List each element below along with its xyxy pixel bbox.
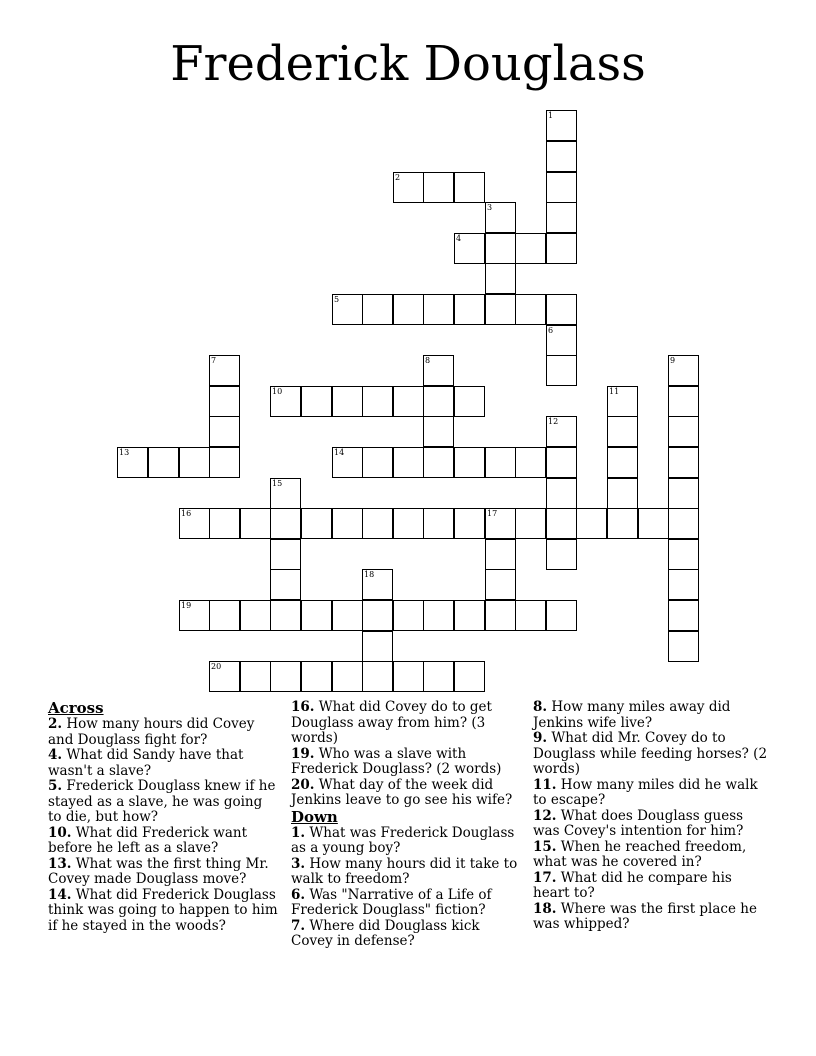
- clue-number-label: 8.: [533, 699, 548, 715]
- grid-cell[interactable]: [485, 294, 516, 325]
- clue-number-label: 11.: [533, 776, 557, 793]
- grid-cell[interactable]: [454, 386, 485, 417]
- grid-cell[interactable]: [607, 447, 638, 478]
- grid-cell[interactable]: [668, 355, 699, 386]
- grid-cell[interactable]: [240, 661, 271, 692]
- grid-cell[interactable]: [485, 263, 516, 294]
- grid-cell[interactable]: [668, 569, 699, 600]
- grid-cell[interactable]: [546, 447, 577, 478]
- clue-number-label: 4.: [48, 747, 63, 763]
- clues-column-3: [533, 700, 768, 933]
- clue-text: What day of the week did Jenkins leave to go see his wife?: [291, 776, 513, 808]
- clue-item: [48, 748, 280, 779]
- grid-cell[interactable]: [546, 355, 577, 386]
- clue-number: 12: [548, 417, 559, 426]
- clue-number: 2: [395, 173, 401, 182]
- grid-cell[interactable]: [362, 294, 393, 325]
- clue-text: What was the first thing Mr. Covey made Douglass move?: [48, 855, 269, 887]
- grid-cell[interactable]: [362, 661, 393, 692]
- clue-number-label: 17.: [533, 869, 557, 886]
- clue-number-label: 6.: [291, 886, 306, 903]
- grid-cell[interactable]: [301, 661, 332, 692]
- grid-cell[interactable]: [179, 447, 210, 478]
- grid-cell[interactable]: [332, 294, 363, 325]
- grid-cell[interactable]: [393, 661, 424, 692]
- clue-number-label: 18.: [533, 900, 557, 917]
- clue-item: [48, 779, 280, 826]
- grid-cell[interactable]: [546, 325, 577, 356]
- grid-cell[interactable]: [270, 508, 301, 539]
- grid-cell[interactable]: [515, 447, 546, 478]
- grid-cell[interactable]: [209, 661, 240, 692]
- clue-text: When he reached freedom, what was he covered in?: [533, 838, 747, 870]
- grid-cell[interactable]: [270, 661, 301, 692]
- grid-cell[interactable]: [515, 508, 546, 539]
- grid-cell[interactable]: [423, 294, 454, 325]
- grid-cell[interactable]: [209, 447, 240, 478]
- clue-item: [291, 919, 523, 950]
- grid-cell[interactable]: [607, 478, 638, 509]
- grid-cell[interactable]: [454, 600, 485, 631]
- grid-cell[interactable]: [301, 386, 332, 417]
- grid-cell[interactable]: [515, 600, 546, 631]
- clue-text: Was "Narrative of a Life of Frederick Douglass" fiction?: [291, 886, 492, 918]
- grid-cell[interactable]: [546, 508, 577, 539]
- grid-cell[interactable]: [270, 539, 301, 570]
- clue-number: 14: [334, 448, 345, 457]
- clue-text: What does Douglass guess was Covey's intention for him?: [533, 807, 744, 839]
- grid-cell[interactable]: [332, 600, 363, 631]
- grid-cell[interactable]: [423, 600, 454, 631]
- grid-cell[interactable]: [546, 600, 577, 631]
- grid-cell[interactable]: [638, 508, 669, 539]
- clue-item: [533, 700, 768, 731]
- grid-cell[interactable]: [423, 386, 454, 417]
- clue-number: 6: [548, 326, 554, 335]
- clue-heading: Down: [291, 807, 338, 826]
- grid-cell[interactable]: [485, 233, 516, 264]
- grid-cell[interactable]: [423, 172, 454, 203]
- grid-cell[interactable]: [423, 661, 454, 692]
- clue-item: [533, 871, 768, 902]
- grid-cell[interactable]: [209, 600, 240, 631]
- clue-number: 5: [334, 295, 340, 304]
- clue-item: [533, 731, 768, 778]
- grid-cell[interactable]: [270, 569, 301, 600]
- grid-cell[interactable]: [393, 386, 424, 417]
- grid-cell[interactable]: [301, 600, 332, 631]
- grid-cell[interactable]: [148, 447, 179, 478]
- clue-number-label: 5.: [48, 778, 63, 794]
- clue-number: 8: [425, 356, 431, 365]
- grid-cell[interactable]: [362, 600, 393, 631]
- clue-number-label: 19.: [291, 745, 315, 762]
- clue-number-label: 16.: [291, 699, 315, 715]
- clue-text: Frederick Douglass knew if he stayed as a slave, he was going to die, but how?: [48, 778, 276, 825]
- grid-cell[interactable]: [362, 569, 393, 600]
- clue-item: [291, 778, 523, 809]
- clue-item: [48, 826, 280, 857]
- grid-cell[interactable]: [423, 508, 454, 539]
- clue-item: [533, 778, 768, 809]
- clue-number-label: 20.: [291, 776, 315, 793]
- clue-text: What did Mr. Covey do to Douglass while feeding horses? (2 words): [533, 730, 768, 777]
- grid-cell[interactable]: [179, 600, 210, 631]
- grid-cell[interactable]: [332, 508, 363, 539]
- grid-cell[interactable]: [454, 233, 485, 264]
- clue-number: 11: [609, 387, 620, 396]
- grid-cell[interactable]: [668, 508, 699, 539]
- grid-cell[interactable]: [515, 294, 546, 325]
- grid-cell[interactable]: [607, 416, 638, 447]
- clue-text: What did Covey do to get Douglass away from him? (3 words): [291, 699, 492, 746]
- grid-cell[interactable]: [546, 416, 577, 447]
- grid-cell[interactable]: [576, 508, 607, 539]
- clue-item: [533, 809, 768, 840]
- clue-number-label: 15.: [533, 838, 557, 855]
- clue-number: 1: [548, 111, 554, 120]
- grid-cell[interactable]: [332, 447, 363, 478]
- clue-text: Who was a slave with Frederick Douglass? (2 words): [291, 745, 502, 777]
- clue-number: 15: [272, 479, 283, 488]
- grid-cell[interactable]: [209, 355, 240, 386]
- grid-cell[interactable]: [546, 202, 577, 233]
- grid-cell[interactable]: [117, 447, 148, 478]
- grid-cell[interactable]: [485, 569, 516, 600]
- clue-text: How many hours did Covey and Douglass fight for?: [48, 716, 255, 748]
- clue-text: How many hours did it take to walk to freedom?: [291, 855, 518, 887]
- grid-cell[interactable]: [179, 508, 210, 539]
- clue-number-label: 10.: [48, 824, 72, 841]
- grid-cell[interactable]: [362, 631, 393, 662]
- grid-cell[interactable]: [485, 447, 516, 478]
- grid-cell[interactable]: [546, 110, 577, 141]
- clue-number-label: 14.: [48, 886, 72, 903]
- grid-cell[interactable]: [362, 386, 393, 417]
- grid-cell[interactable]: [393, 294, 424, 325]
- grid-cell[interactable]: [515, 233, 546, 264]
- grid-cell[interactable]: [362, 508, 393, 539]
- grid-cell[interactable]: [332, 661, 363, 692]
- grid-cell[interactable]: [393, 508, 424, 539]
- grid-cell[interactable]: [423, 416, 454, 447]
- grid-cell[interactable]: [546, 478, 577, 509]
- grid-cell[interactable]: [668, 600, 699, 631]
- grid-cell[interactable]: [393, 600, 424, 631]
- grid-cell[interactable]: [332, 386, 363, 417]
- clue-number: 13: [119, 448, 130, 457]
- grid-cell[interactable]: [668, 539, 699, 570]
- clue-item: [291, 700, 523, 747]
- clue-number: 7: [211, 356, 217, 365]
- clue-heading: Across: [48, 699, 104, 717]
- clue-number: 10: [272, 387, 283, 396]
- clue-number-label: 7.: [291, 917, 306, 934]
- clue-number: 18: [364, 570, 375, 579]
- grid-cell[interactable]: [668, 631, 699, 662]
- clue-number-label: 2.: [48, 716, 63, 732]
- grid-cell[interactable]: [270, 386, 301, 417]
- clues-column-2: [291, 700, 523, 950]
- clue-text: What did Sandy have that wasn't a slave?: [48, 747, 244, 779]
- grid-cell[interactable]: [546, 294, 577, 325]
- grid-cell[interactable]: [668, 386, 699, 417]
- clue-item: [48, 717, 280, 748]
- grid-cell[interactable]: [546, 233, 577, 264]
- clue-number-label: 1.: [291, 824, 306, 841]
- grid-cell[interactable]: [393, 172, 424, 203]
- grid-cell[interactable]: [454, 172, 485, 203]
- clue-text: How many miles did he walk to escape?: [533, 776, 758, 808]
- clue-item: [291, 857, 523, 888]
- grid-cell[interactable]: [423, 355, 454, 386]
- grid-cell[interactable]: [546, 539, 577, 570]
- grid-cell[interactable]: [393, 447, 424, 478]
- clue-text: What was Frederick Douglass as a young boy?: [291, 824, 515, 856]
- clue-number: 4: [456, 234, 462, 243]
- grid-cell[interactable]: [485, 202, 516, 233]
- clue-item: [533, 840, 768, 871]
- grid-cell[interactable]: [607, 508, 638, 539]
- grid-cell[interactable]: [209, 416, 240, 447]
- clue-number-label: 13.: [48, 855, 72, 872]
- grid-cell[interactable]: [668, 478, 699, 509]
- clue-text: What did Frederick want before he left as a slave?: [48, 824, 247, 856]
- clue-number: 17: [487, 509, 498, 518]
- clue-item: [291, 826, 523, 857]
- clue-text: Where was the first place he was whipped?: [533, 900, 757, 932]
- grid-cell[interactable]: [454, 447, 485, 478]
- clue-text: Where did Douglass kick Covey in defense?: [291, 917, 480, 949]
- grid-cell[interactable]: [240, 600, 271, 631]
- clue-number: 20: [211, 662, 222, 671]
- clue-item: [48, 857, 280, 888]
- clue-text: How many miles away did Jenkins wife live?: [533, 699, 731, 731]
- clue-number: 16: [181, 509, 192, 518]
- clue-item: [48, 888, 280, 935]
- clue-item: [291, 888, 523, 919]
- grid-cell[interactable]: [485, 539, 516, 570]
- grid-cell[interactable]: [423, 447, 454, 478]
- clue-text: What did Frederick Douglass think was going to happen to him if he stayed in the woods?: [48, 886, 278, 934]
- grid-cell[interactable]: [209, 508, 240, 539]
- grid-cell[interactable]: [209, 386, 240, 417]
- grid-cell[interactable]: [668, 416, 699, 447]
- grid-cell[interactable]: [454, 508, 485, 539]
- clue-number: 9: [670, 356, 676, 365]
- clue-item: [533, 902, 768, 933]
- clue-item: [291, 747, 523, 778]
- grid-cell[interactable]: [485, 508, 516, 539]
- grid-cell[interactable]: [362, 447, 393, 478]
- grid-cell[interactable]: [607, 386, 638, 417]
- clue-number-label: 12.: [533, 807, 557, 824]
- clues-column-1: [48, 700, 280, 934]
- clue-number: 3: [487, 203, 493, 212]
- grid-cell[interactable]: [454, 661, 485, 692]
- clue-number-label: 9.: [533, 730, 548, 746]
- grid-cell[interactable]: [240, 508, 271, 539]
- grid-cell[interactable]: [485, 600, 516, 631]
- clue-number-label: 3.: [291, 855, 306, 872]
- grid-cell[interactable]: [546, 141, 577, 172]
- grid-cell[interactable]: [301, 508, 332, 539]
- page-title: Frederick Douglass: [170, 36, 646, 92]
- grid-cell[interactable]: [454, 294, 485, 325]
- clue-number: 19: [181, 601, 192, 610]
- grid-cell[interactable]: [270, 600, 301, 631]
- grid-cell[interactable]: [270, 478, 301, 509]
- clue-text: What did he compare his heart to?: [533, 869, 732, 901]
- grid-cell[interactable]: [546, 172, 577, 203]
- grid-cell[interactable]: [668, 447, 699, 478]
